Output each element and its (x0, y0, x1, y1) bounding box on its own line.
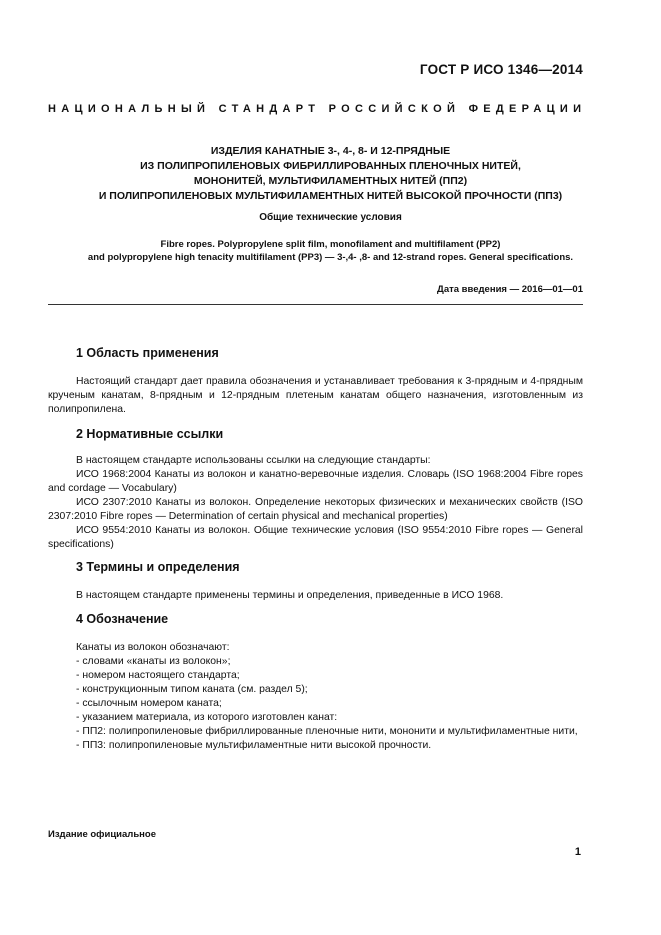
reference-item: ИСО 2307:2010 Канаты из волокон. Определение некоторых физических и механических свойств (ISO 2307:2010 Fibre ropes — Determination of certain physical and mechanical properties) (48, 497, 583, 522)
title-line: И ПОЛИПРОПИЛЕНОВЫХ МУЛЬТИФИЛАМЕНТНЫХ НИТЕЙ ВЫСОКОЙ ПРОЧНОСТИ (ПП3) (98, 190, 563, 202)
reference-item: ИСО 9554:2010 Канаты из волокон. Общие технические условия (ISO 9554:2010 Fibre ropes — General specifications) (48, 525, 583, 550)
document-title (48, 144, 613, 204)
list-item: - ПП3: полипропиленовые мультифиламентные нити высокой прочности. (76, 740, 432, 751)
horizontal-rule (48, 304, 583, 305)
section-3-heading: 3 Термины и определения (76, 560, 240, 574)
section-4-heading: 4 Обозначение (76, 612, 169, 626)
title-line: ИЗДЕЛИЯ КАНАТНЫЕ 3-, 4-, 8- И 12-ПРЯДНЫЕ (210, 145, 451, 157)
national-standard-banner: НАЦИОНАЛЬНЫЙ СТАНДАРТ РОССИЙСКОЙ ФЕДЕРАЦИИ (48, 103, 587, 115)
english-title-line: and polypropylene high tenacity multifilament (PP3) — 3-,4- ,8- and 12-strand ropes. General specifications. (87, 252, 574, 263)
title-line: МОНОНИТЕЙ, МУЛЬТИФИЛАМЕНТНЫХ НИТЕЙ (ПП2) (193, 175, 468, 187)
reference-item: ИСО 1968:2004 Канаты из волокон и канатно-веревочные изделия. Словарь (ISO 1968:2004 Fibre ropes and cordage — Vocabulary) (48, 469, 583, 494)
english-title (48, 238, 613, 264)
english-title-line: Fibre ropes. Polypropylene split film, monofilament and multifilament (PP2) (160, 239, 501, 250)
introduction-date: Дата введения — 2016—01—01 (437, 284, 583, 295)
page-number: 1 (574, 846, 581, 858)
title-line: ИЗ ПОЛИПРОПИЛЕНОВЫХ ФИБРИЛЛИРОВАННЫХ ПЛЕНОЧНЫХ НИТЕЙ, (140, 160, 521, 172)
paragraph: В настоящем стандарте применены термины и определения, приведенные в ИСО 1968. (76, 590, 504, 601)
section-1-text (48, 375, 583, 417)
list-item: - ПП2: полипропиленовые фибриллированные пленочные нити, мононити и мультифиламентные нити, (76, 726, 578, 737)
list-item: - номером настоящего стандарта; (76, 670, 240, 681)
list-item: - словами «канаты из волокон»; (76, 656, 231, 667)
document-subtitle: Общие технические условия (259, 212, 402, 223)
edition-note: Издание официальное (48, 829, 156, 840)
section-3-text (48, 589, 583, 603)
section-4-text (48, 641, 583, 753)
paragraph: Канаты из волокон обозначают: (76, 642, 230, 653)
section-2-heading: 2 Нормативные ссылки (76, 427, 224, 441)
paragraph: Настоящий стандарт дает правила обозначения и устанавливает требования к 3-прядным и 4-прядным крученым канатам, 8-прядным и 12-прядным плетеным канатам общего назначения, изготовленным из полипропилена. (48, 376, 583, 415)
list-item: - ссылочным номером каната; (76, 698, 222, 709)
list-item: - конструкционным типом каната (см. раздел 5); (76, 684, 308, 695)
section-1-heading: 1 Область применения (76, 346, 219, 360)
paragraph: В настоящем стандарте использованы ссылки на следующие стандарты: (76, 455, 431, 466)
list-item: - указанием материала, из которого изготовлен канат: (76, 712, 338, 723)
document-id: ГОСТ Р ИСО 1346—2014 (419, 62, 583, 77)
section-2-text (48, 454, 583, 552)
